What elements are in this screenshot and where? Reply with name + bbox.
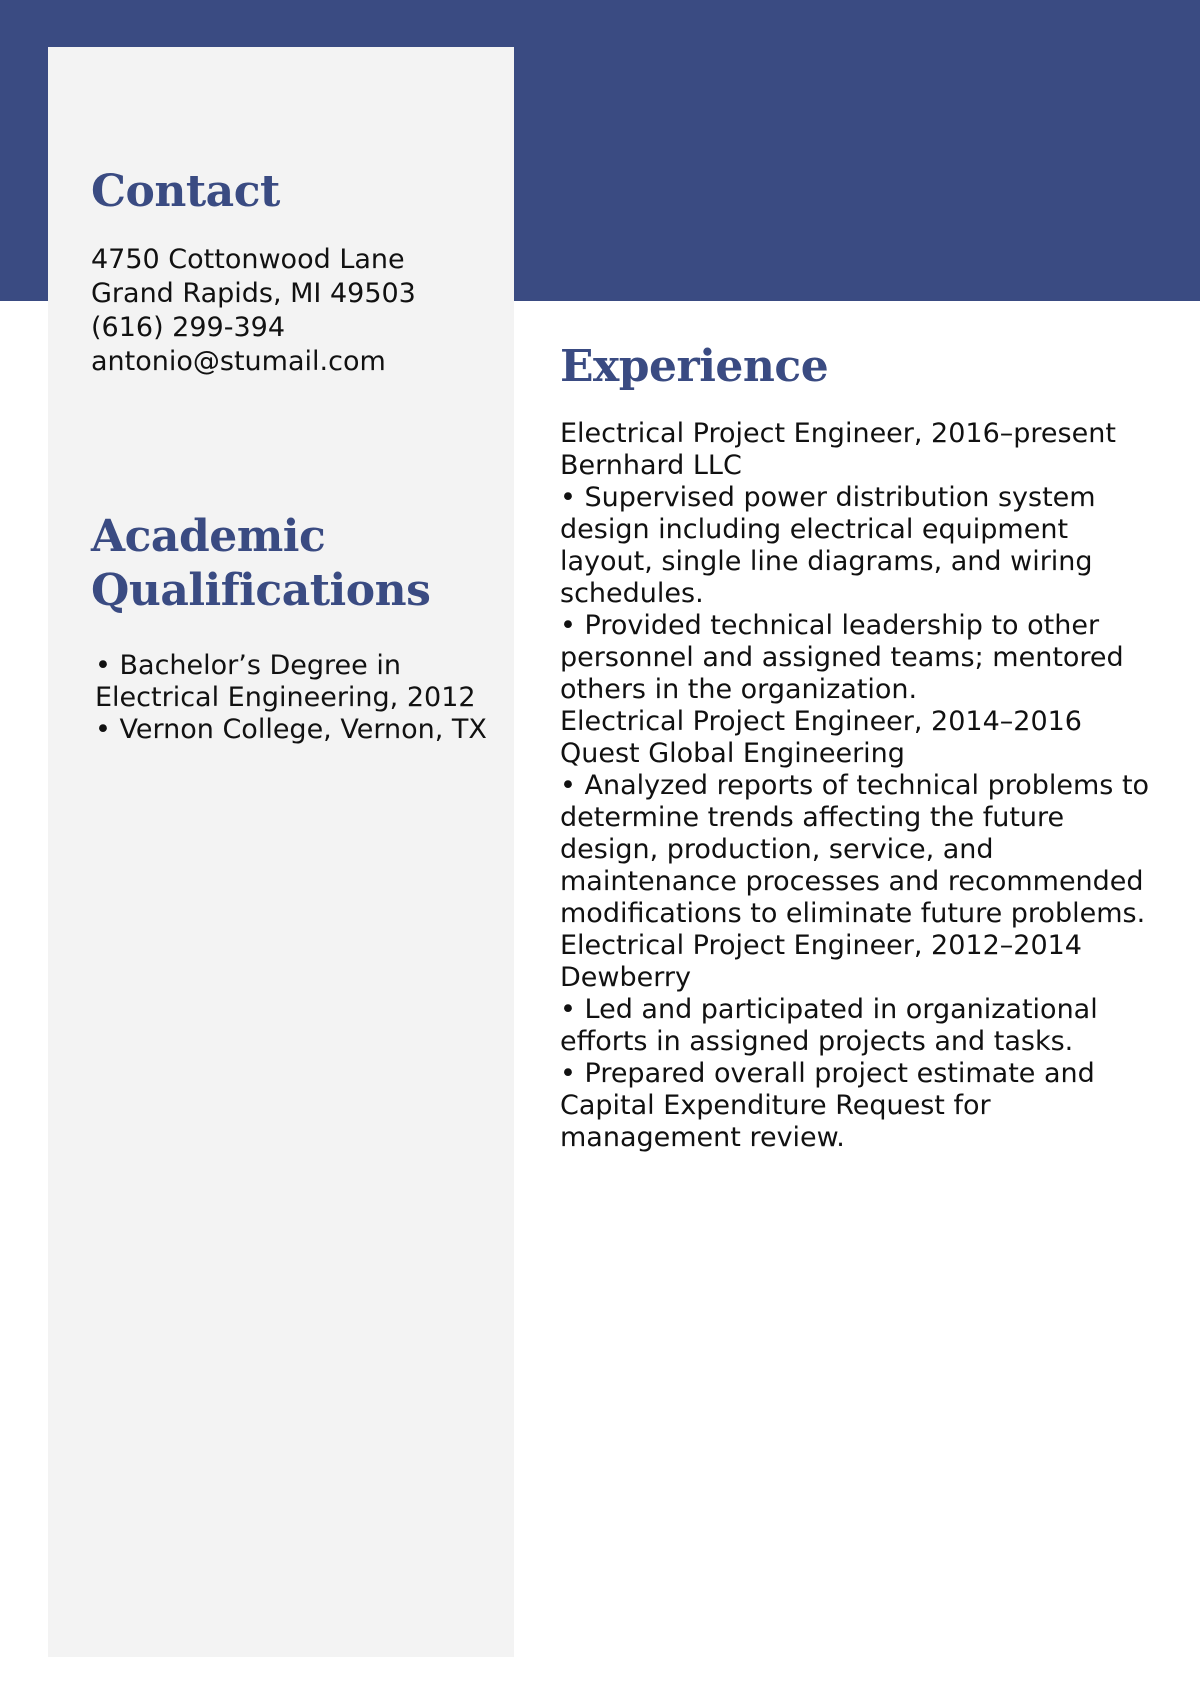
job-company: Bernhard LLC bbox=[560, 450, 742, 481]
address-line-1: 4750 Cottonwood Lane bbox=[91, 244, 405, 275]
job-entry bbox=[560, 418, 1160, 706]
contact-details bbox=[91, 243, 511, 379]
academic-item: • Bachelor’s Degree in Electrical Engineering, 2012 bbox=[95, 650, 476, 713]
job-bullet: • Provided technical leadership to other personnel and assigned teams; mentored others in the organization. bbox=[560, 610, 1124, 705]
job-bullet: • Led and participated in organizational efforts in assigned projects and tasks. bbox=[560, 994, 1098, 1057]
experience-list bbox=[560, 418, 1160, 1154]
phone-number: (616) 299-394 bbox=[91, 312, 285, 343]
contact-heading: Contact bbox=[91, 166, 280, 217]
job-title: Electrical Project Engineer, 2014–2016 bbox=[560, 706, 1082, 737]
job-company: Dewberry bbox=[560, 962, 691, 993]
job-bullet: • Prepared overall project estimate and Capital Expenditure Request for management review. bbox=[560, 1058, 1095, 1153]
academic-heading: Academic Qualifications bbox=[91, 511, 431, 616]
address-line-2: Grand Rapids, MI 49503 bbox=[91, 278, 416, 309]
job-entry bbox=[560, 930, 1160, 1154]
academic-item: • Vernon College, Vernon, TX bbox=[95, 714, 487, 745]
email-address: antonio@stumail.com bbox=[91, 346, 386, 377]
job-title: Electrical Project Engineer, 2016–present bbox=[560, 418, 1116, 449]
job-bullet: • Analyzed reports of technical problems to determine trends affecting the future design, production, service, and maintenance processes and recommended modifications to eliminate future problems. bbox=[560, 770, 1150, 929]
academic-list bbox=[95, 650, 505, 746]
job-entry bbox=[560, 706, 1160, 930]
job-title: Electrical Project Engineer, 2012–2014 bbox=[560, 930, 1082, 961]
experience-heading: Experience bbox=[560, 341, 829, 392]
job-bullet: • Supervised power distribution system design including electrical equipment layout, single line diagrams, and wiring schedules. bbox=[560, 482, 1096, 609]
job-company: Quest Global Engineering bbox=[560, 738, 905, 769]
